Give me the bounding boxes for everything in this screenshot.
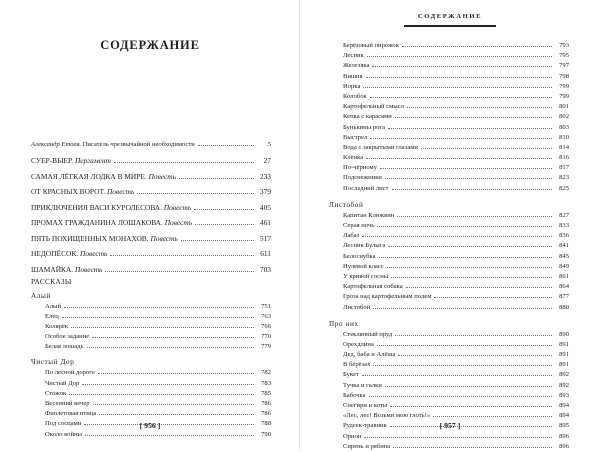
page-number: 880 — [559, 303, 569, 311]
leader-dots — [366, 157, 552, 159]
work-title: ОТ КРАСНЫХ ВОРОТ. — [31, 187, 106, 196]
page-number: 379 — [259, 187, 271, 196]
page-number: 27 — [263, 156, 271, 165]
leader-dots — [366, 76, 552, 78]
page-number: 890 — [559, 330, 569, 338]
page-number: 864 — [559, 283, 569, 291]
leader-dots — [398, 354, 552, 356]
toc-entry[interactable]: Орион 896 — [329, 432, 569, 442]
page-number: 797 — [559, 62, 569, 70]
leader-dots — [82, 383, 254, 385]
leader-dots — [372, 65, 552, 67]
page-number: 779 — [261, 343, 271, 351]
work-title: СУЕР-ВЫЕР. — [31, 156, 74, 165]
leader-dots — [388, 127, 552, 129]
leader-dots — [390, 405, 552, 407]
running-head-rule — [404, 25, 496, 27]
toc-entry[interactable]: Кепка с карасями 802 — [329, 112, 569, 122]
leader-dots — [64, 306, 254, 308]
toc-entry[interactable]: По-чёрному 817 — [329, 163, 569, 173]
toc-entry[interactable]: Чистый Дор 783 — [31, 379, 271, 389]
leader-dots — [377, 225, 552, 227]
toc-entry[interactable]: Особое задание 770 — [31, 332, 271, 342]
page-number: 763 — [261, 312, 271, 320]
page-number: 801 — [559, 103, 569, 111]
leader-dots — [388, 245, 552, 247]
page-number: 810 — [559, 133, 569, 141]
page-number: 861 — [559, 272, 569, 280]
toc-entry[interactable]: Капитан Клюквин 827 — [329, 211, 569, 221]
leader-dots — [114, 161, 254, 163]
toc-entry[interactable]: По лесной дороге 782 — [31, 368, 271, 378]
toc-entry[interactable]: Снегири и коты 894 — [329, 401, 569, 411]
leader-dots — [362, 374, 552, 376]
leader-dots — [69, 393, 254, 395]
leader-dots — [98, 372, 254, 374]
leader-dots — [385, 177, 552, 179]
leader-dots — [195, 223, 254, 225]
toc-entry[interactable]: Нулевой класс 849 — [329, 262, 569, 272]
toc-entry[interactable]: Гроза над картофельным полем 877 — [329, 292, 569, 302]
leader-dots — [179, 177, 254, 179]
leader-dots — [370, 96, 552, 98]
toc-entry-work[interactable] — [31, 248, 271, 259]
page-number: 803 — [559, 123, 569, 131]
leader-dots — [397, 215, 552, 217]
page-number: 894 — [559, 402, 569, 409]
toc-entry[interactable]: Белая лошадь 779 — [31, 342, 271, 352]
page-number: 751 — [261, 302, 271, 310]
page-number: 517 — [259, 233, 271, 243]
leader-dots — [377, 344, 552, 346]
toc-entry[interactable]: Стожок 785 — [31, 389, 271, 399]
page-number: 770 — [261, 333, 271, 341]
leader-dots — [92, 336, 254, 338]
leader-dots — [87, 346, 254, 348]
leader-dots — [402, 45, 552, 47]
work-title: ШАМАЙКА. — [31, 264, 74, 274]
leader-dots — [110, 254, 254, 256]
work-genre: Повесть — [164, 218, 193, 227]
intro-title: Писатель чрезвычайной необходимости — [82, 141, 195, 148]
toc-entry[interactable]: Сирень и рябина 896 — [329, 442, 569, 452]
leader-dots — [370, 137, 552, 139]
toc-entry-work[interactable] — [31, 155, 271, 166]
toc-entry[interactable]: Весенний вечер 786 — [31, 399, 271, 409]
leader-dots — [93, 403, 254, 405]
leader-dots — [373, 364, 552, 366]
page-number: 825 — [559, 184, 569, 192]
toc-entry[interactable]: Колярёк 766 — [31, 322, 271, 332]
work-title: САМАЯ ЛЁГКАЯ ЛОДКА В МИРЕ. — [31, 171, 147, 181]
leader-dots — [367, 55, 552, 57]
page-number: 788 — [261, 420, 271, 428]
leader-dots — [181, 239, 254, 241]
toc-entry[interactable]: Орехдлина 891 — [329, 340, 569, 350]
toc-works — [31, 155, 271, 440]
toc-entry[interactable]: В бёрёзах 891 — [329, 360, 569, 370]
toc-entry[interactable]: Лесник Булыга 841 — [329, 241, 569, 251]
page-number: 816 — [559, 154, 569, 162]
leader-dots — [373, 307, 552, 309]
toc-entry[interactable]: Колобок 799 — [329, 92, 569, 102]
intro-author: Александр Етоев. — [31, 141, 81, 148]
page-number: 783 — [261, 379, 271, 387]
toc-entry[interactable]: Около войны 790 — [31, 430, 271, 440]
toc-entry[interactable]: Букет 892 — [329, 370, 569, 380]
work-genre: Повесть — [148, 171, 176, 181]
page-number: 799 — [559, 92, 569, 100]
page-number: 894 — [559, 412, 569, 420]
leader-dots — [105, 270, 254, 272]
page-number: 786 — [261, 400, 271, 407]
leader-dots — [194, 208, 254, 210]
toc-entry[interactable]: Подснежники 823 — [329, 173, 569, 183]
page-number: 790 — [261, 430, 271, 438]
page-number: 841 — [559, 242, 569, 250]
toc-entry[interactable]: Берёзовый пирожок 793 — [329, 41, 569, 51]
group-heading: Чистый Дор — [31, 358, 75, 367]
toc-entry[interactable]: «Лес, лес! Возьми мою глоть!» 894 — [329, 411, 569, 421]
toc-entry[interactable]: Лесник 795 — [329, 51, 569, 61]
leader-dots — [421, 147, 552, 149]
group-heading: Про них — [329, 319, 359, 328]
work-genre: Повесть — [163, 202, 192, 212]
toc-entry[interactable]: Бабочка 893 — [329, 391, 569, 401]
page-number: 896 — [559, 442, 569, 450]
page-number: 827 — [559, 211, 569, 219]
page-number: 893 — [559, 391, 569, 399]
leader-dots — [62, 316, 254, 318]
work-genre: Повесть — [106, 187, 135, 196]
leader-dots — [198, 144, 254, 146]
toc-right — [329, 41, 569, 452]
page-number: 891 — [559, 361, 569, 369]
toc-entry[interactable]: Белоснубка 845 — [329, 252, 569, 262]
toc-entry[interactable]: Алый 751 — [31, 302, 271, 312]
page-number: 877 — [559, 293, 569, 301]
work-title: НЕДОПЁСОК. — [31, 249, 79, 258]
toc-entry[interactable]: Серая ночь 833 — [329, 221, 569, 231]
work-genre: Повесть — [150, 233, 178, 243]
leader-dots — [369, 395, 552, 397]
toc-entry-intro[interactable] — [31, 140, 271, 150]
page-number: 892 — [559, 381, 569, 389]
leader-dots — [407, 106, 552, 108]
leader-dots — [363, 86, 552, 88]
leader-dots — [395, 116, 552, 118]
toc-entry[interactable]: Выстрел 810 — [329, 133, 569, 143]
work-title: ПРОМАХ ГРАЖДАНИНА ЛОШАКОВА. — [31, 218, 163, 227]
toc-entry[interactable]: Стеклянный пруд 890 — [329, 330, 569, 340]
work-genre: Повесть — [80, 249, 108, 258]
page-number: 802 — [559, 113, 569, 121]
page-number: 895 — [559, 422, 569, 430]
page-number: 896 — [559, 432, 569, 440]
leader-dots — [387, 266, 552, 268]
page-number: 891 — [559, 340, 569, 348]
toc-entry[interactable]: Вишня 798 — [329, 72, 569, 82]
toc-entry[interactable]: Вода с закрытыми глазами 814 — [329, 143, 569, 153]
work-genre: Повесть — [75, 264, 103, 274]
page-number: 849 — [559, 262, 569, 270]
page-number: 833 — [559, 222, 569, 229]
toc-entry[interactable]: Железяка 797 — [329, 61, 569, 71]
leader-dots — [362, 235, 552, 237]
group-heading: Листобой — [329, 200, 364, 209]
left-page — [0, 0, 300, 450]
leader-dots — [434, 296, 552, 298]
contents-heading: СОДЕРЖАНИЕ — [100, 38, 200, 52]
page-number: 814 — [559, 143, 569, 151]
page-number: 798 — [559, 72, 569, 80]
toc-entry[interactable]: Листобой 880 — [329, 303, 569, 313]
toc-entry[interactable]: Под сосцами 788 — [31, 419, 271, 429]
toc-entry[interactable]: Иорка 799 — [329, 82, 569, 92]
page-number: 845 — [559, 252, 569, 260]
page-number: 795 — [559, 52, 569, 60]
toc-entry-work[interactable] — [31, 202, 271, 213]
work-title: ПЯТЬ ПОХИЩЕННЫХ МОНАХОВ. — [31, 233, 149, 243]
page-number: 823 — [559, 174, 569, 182]
leader-dots — [380, 167, 552, 169]
toc-entry[interactable]: Картофельный смысл 801 — [329, 102, 569, 112]
toc-entry[interactable]: У кривой сосны 861 — [329, 272, 569, 282]
running-head: СОДЕРЖАНИЕ — [417, 13, 483, 20]
section-heading: РАССКАЗЫ — [31, 276, 72, 286]
page-number: 782 — [261, 369, 271, 377]
toc-entry-work[interactable] — [31, 171, 271, 182]
page-number: 233 — [259, 171, 271, 181]
group-heading: Алый — [31, 291, 51, 300]
page-number: 405 — [259, 202, 271, 212]
leader-dots — [391, 276, 552, 278]
page-number: 891 — [559, 351, 569, 359]
toc-entry[interactable]: Последний лист 825 — [329, 184, 569, 194]
page-number: 836 — [559, 232, 569, 240]
leader-dots — [85, 434, 254, 436]
leader-dots — [385, 385, 552, 387]
leader-dots — [395, 334, 552, 336]
leader-dots — [379, 256, 552, 258]
toc-entry[interactable]: Картофельная собака 864 — [329, 282, 569, 292]
page-number: 703 — [259, 264, 271, 274]
page-number: 611 — [260, 249, 271, 258]
page-number: 892 — [559, 371, 569, 379]
toc-entry[interactable]: Клёнка 816 — [329, 153, 569, 163]
page-number: 5 — [267, 141, 271, 148]
toc-left — [31, 140, 271, 150]
leader-dots — [364, 436, 552, 438]
page-number: 817 — [559, 164, 569, 172]
toc-entry-work[interactable] — [31, 217, 271, 228]
page-number: 799 — [559, 82, 569, 90]
work-genre: Пергамент — [74, 156, 111, 165]
toc-entry[interactable]: Елец 763 — [31, 312, 271, 322]
page-folio-right: [ 957 ] — [439, 421, 461, 430]
page-number: 793 — [559, 42, 569, 49]
toc-entry[interactable]: Лабаз 836 — [329, 231, 569, 241]
leader-dots — [406, 286, 552, 288]
page-folio-left: [ 956 ] — [139, 421, 161, 430]
toc-entry-work[interactable] — [31, 233, 271, 244]
leader-dots — [393, 446, 552, 448]
page-number: 766 — [261, 322, 271, 330]
leader-dots — [392, 188, 553, 190]
leader-dots — [71, 326, 254, 328]
toc-entry[interactable]: Дед, баба и Алёша 891 — [329, 350, 569, 360]
right-page — [300, 0, 600, 450]
toc-entry-work[interactable] — [31, 186, 271, 197]
toc-entry[interactable]: Бунькины рога 803 — [329, 123, 569, 133]
work-title: ПРИКЛЮЧЕНИЯ ВАСИ КУРОЛЕСОВА. — [31, 202, 162, 212]
leader-dots — [433, 415, 552, 417]
page-number: 785 — [261, 389, 271, 397]
toc-entry[interactable]: Тучка и галки 892 — [329, 381, 569, 391]
page-number: 461 — [259, 218, 271, 227]
leader-dots — [137, 192, 254, 194]
toc-entry-work[interactable] — [31, 264, 271, 275]
toc-entry[interactable]: Рудеек-травник 895 — [329, 421, 569, 431]
page-number: 786 — [261, 410, 271, 418]
leader-dots — [99, 413, 254, 415]
toc-entry[interactable]: Фиолетовая птица 786 — [31, 409, 271, 419]
